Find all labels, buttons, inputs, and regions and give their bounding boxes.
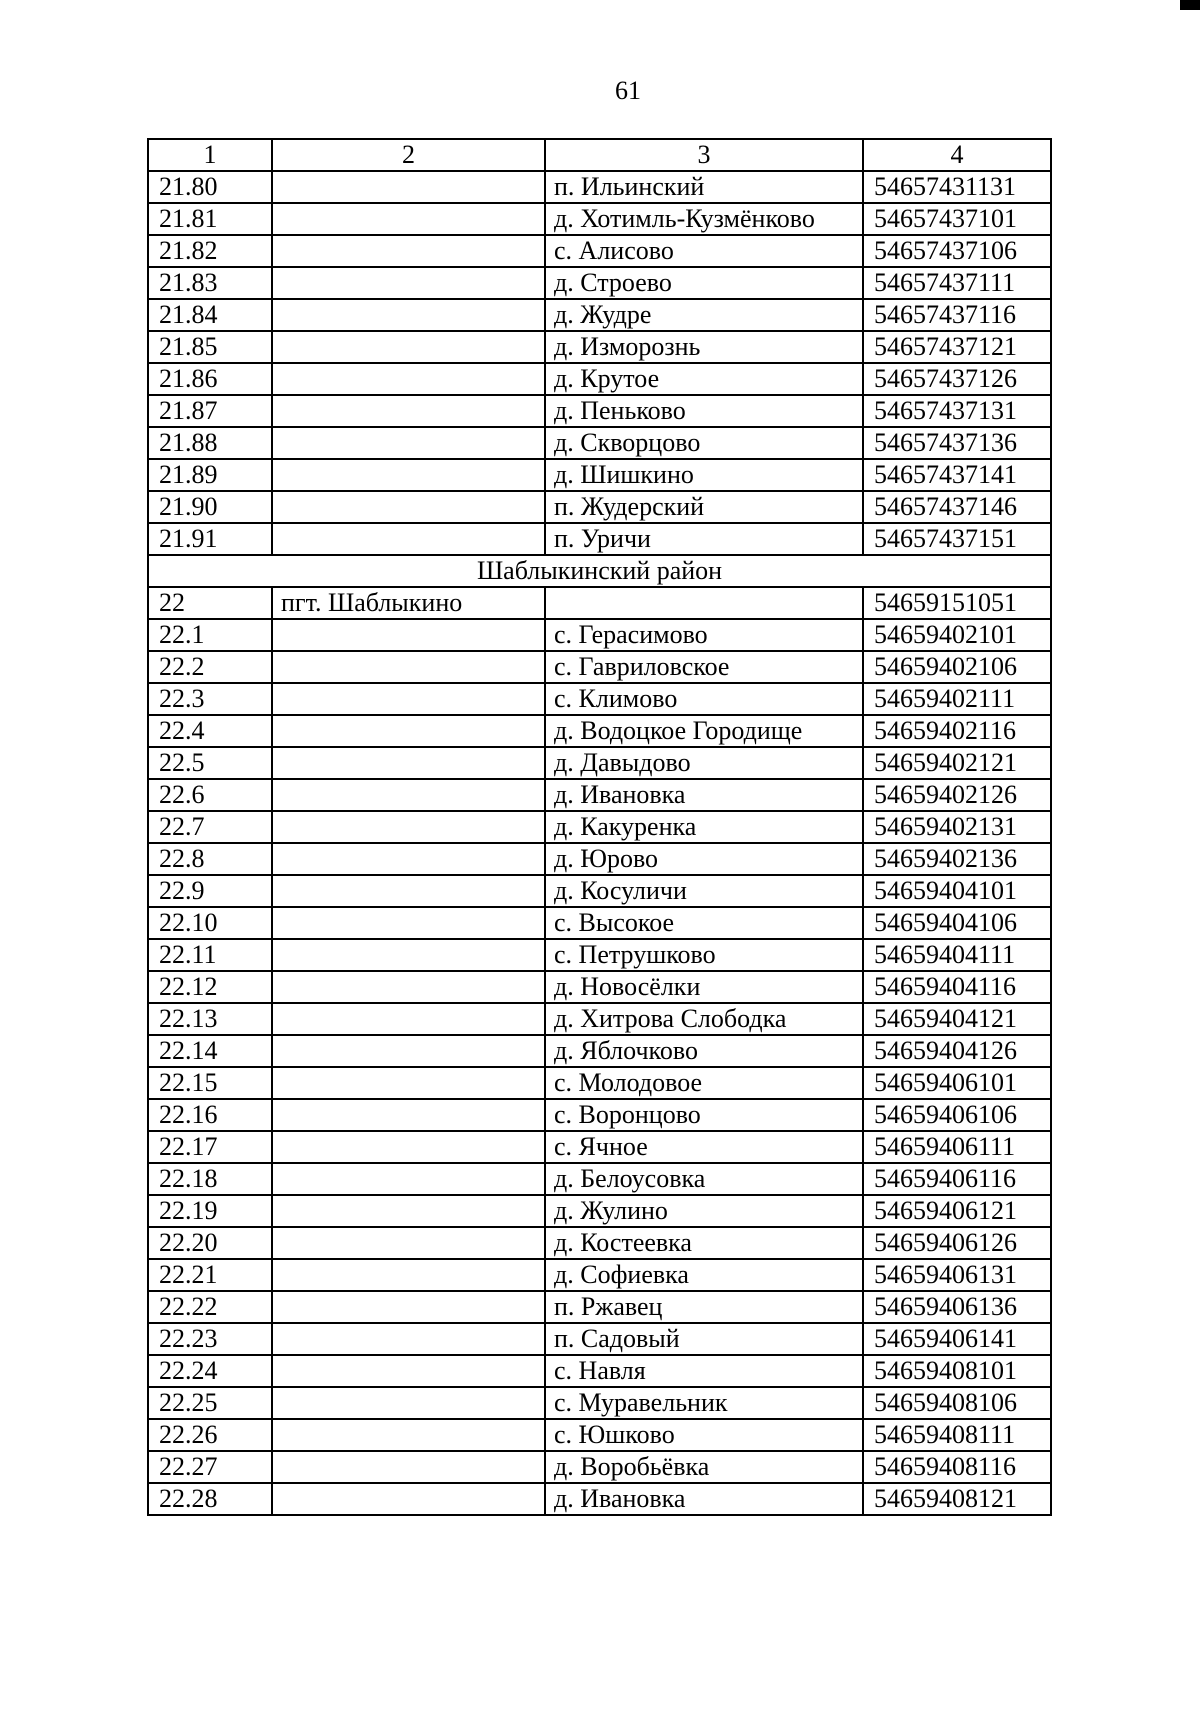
settlement-name-cell: с. Муравельник xyxy=(545,1387,863,1419)
oktmo-code-cell: 54659402116 xyxy=(863,715,1051,747)
settlement-name-cell: п. Ильинский xyxy=(545,171,863,203)
settlement-name-cell: д. Ивановка xyxy=(545,1483,863,1515)
settlement-name-cell: д. Белоусовка xyxy=(545,1163,863,1195)
settlement-name-cell: с. Воронцово xyxy=(545,1099,863,1131)
table-row xyxy=(148,843,1051,875)
table-row xyxy=(148,1099,1051,1131)
settlement-name-cell: с. Гавриловское xyxy=(545,651,863,683)
row-number-cell: 22.11 xyxy=(148,939,272,971)
oktmo-code-cell: 54659408116 xyxy=(863,1451,1051,1483)
column-header-3: 3 xyxy=(545,139,863,171)
settlement-name-cell: д. Софиевка xyxy=(545,1259,863,1291)
admin-center-cell xyxy=(272,395,545,427)
table-row xyxy=(148,1163,1051,1195)
oktmo-code-cell: 54659404101 xyxy=(863,875,1051,907)
admin-center-cell xyxy=(272,1099,545,1131)
table-row xyxy=(148,875,1051,907)
settlement-name-cell: д. Яблочково xyxy=(545,1035,863,1067)
table-row xyxy=(148,491,1051,523)
admin-center-cell: пгт. Шаблыкино xyxy=(272,587,545,619)
row-number-cell: 21.91 xyxy=(148,523,272,555)
settlement-name-cell: д. Жудре xyxy=(545,299,863,331)
oktmo-code-cell: 54657437146 xyxy=(863,491,1051,523)
table-row xyxy=(148,1387,1051,1419)
oktmo-code-cell: 54657437111 xyxy=(863,267,1051,299)
table-row xyxy=(148,459,1051,491)
admin-center-cell xyxy=(272,683,545,715)
page-number: 61 xyxy=(615,76,641,105)
row-number-cell: 22.19 xyxy=(148,1195,272,1227)
settlement-name-cell: д. Шишкино xyxy=(545,459,863,491)
row-number-cell: 22.13 xyxy=(148,1003,272,1035)
row-number-cell: 21.85 xyxy=(148,331,272,363)
table-row xyxy=(148,1323,1051,1355)
settlement-name-cell: п. Ржавец xyxy=(545,1291,863,1323)
oktmo-code-cell: 54657437101 xyxy=(863,203,1051,235)
table-row xyxy=(148,1451,1051,1483)
table-row xyxy=(148,715,1051,747)
settlement-name-cell: д. Косуличи xyxy=(545,875,863,907)
settlement-name-cell: д. Водоцкое Городище xyxy=(545,715,863,747)
admin-center-cell xyxy=(272,235,545,267)
admin-center-cell xyxy=(272,267,545,299)
admin-center-cell xyxy=(272,1259,545,1291)
table-row xyxy=(148,1419,1051,1451)
row-number-cell: 22.14 xyxy=(148,1035,272,1067)
oktmo-code-cell: 54657437131 xyxy=(863,395,1051,427)
row-number-cell: 21.81 xyxy=(148,203,272,235)
table-row xyxy=(148,427,1051,459)
section-header xyxy=(148,555,1051,587)
oktmo-code-cell: 54657437121 xyxy=(863,331,1051,363)
admin-center-cell xyxy=(272,875,545,907)
admin-center-cell xyxy=(272,491,545,523)
table-row xyxy=(148,267,1051,299)
scan-edge-mark xyxy=(1180,0,1200,10)
row-number-cell: 22.26 xyxy=(148,1419,272,1451)
oktmo-code-cell: 54657437141 xyxy=(863,459,1051,491)
settlement-name-cell: д. Хитрова Слободка xyxy=(545,1003,863,1035)
admin-center-cell xyxy=(272,971,545,1003)
row-number-cell: 22.23 xyxy=(148,1323,272,1355)
row-number-cell: 21.83 xyxy=(148,267,272,299)
oktmo-code-cell: 54657437151 xyxy=(863,523,1051,555)
oktmo-code-cell: 54659406136 xyxy=(863,1291,1051,1323)
oktmo-code-cell: 54659406106 xyxy=(863,1099,1051,1131)
row-number-cell: 22.17 xyxy=(148,1131,272,1163)
admin-center-cell xyxy=(272,619,545,651)
table-row xyxy=(148,971,1051,1003)
table-row xyxy=(148,363,1051,395)
column-header-4: 4 xyxy=(863,139,1051,171)
settlement-name-cell: д. Воробьёвка xyxy=(545,1451,863,1483)
table-row xyxy=(148,619,1051,651)
settlement-name-cell: с. Молодовое xyxy=(545,1067,863,1099)
admin-center-cell xyxy=(272,331,545,363)
column-header-1: 1 xyxy=(148,139,272,171)
oktmo-code-cell: 54659402126 xyxy=(863,779,1051,811)
settlements-table xyxy=(147,138,1052,1516)
row-number-cell: 22 xyxy=(148,587,272,619)
settlement-name-cell: с. Высокое xyxy=(545,907,863,939)
oktmo-code-cell: 54659404111 xyxy=(863,939,1051,971)
admin-center-cell xyxy=(272,171,545,203)
row-number-cell: 22.21 xyxy=(148,1259,272,1291)
settlement-name-cell: с. Герасимово xyxy=(545,619,863,651)
admin-center-cell xyxy=(272,1035,545,1067)
table-row xyxy=(148,587,1051,619)
admin-center-cell xyxy=(272,1227,545,1259)
admin-center-cell xyxy=(272,1419,545,1451)
admin-center-cell xyxy=(272,1387,545,1419)
table-row xyxy=(148,1291,1051,1323)
settlement-name-cell: с. Навля xyxy=(545,1355,863,1387)
admin-center-cell xyxy=(272,939,545,971)
settlement-name-cell: с. Климово xyxy=(545,683,863,715)
oktmo-code-cell: 54659404106 xyxy=(863,907,1051,939)
oktmo-code-cell: 54659406131 xyxy=(863,1259,1051,1291)
admin-center-cell xyxy=(272,1195,545,1227)
table-header xyxy=(148,139,1051,171)
oktmo-code-cell: 54659406101 xyxy=(863,1067,1051,1099)
settlement-name-cell: с. Ячное xyxy=(545,1131,863,1163)
column-header-2: 2 xyxy=(272,139,545,171)
oktmo-code-cell: 54659402121 xyxy=(863,747,1051,779)
settlement-name-cell: д. Новосёлки xyxy=(545,971,863,1003)
admin-center-cell xyxy=(272,427,545,459)
settlement-name-cell: п. Садовый xyxy=(545,1323,863,1355)
table-body-after-section xyxy=(148,587,1051,1515)
table-row xyxy=(148,939,1051,971)
table-row xyxy=(148,203,1051,235)
table-row xyxy=(148,331,1051,363)
oktmo-code-cell: 54659402101 xyxy=(863,619,1051,651)
oktmo-code-cell: 54657437136 xyxy=(863,427,1051,459)
table-row xyxy=(148,235,1051,267)
oktmo-code-cell: 54657437106 xyxy=(863,235,1051,267)
admin-center-cell xyxy=(272,747,545,779)
table-row xyxy=(148,1003,1051,1035)
table-row xyxy=(148,1227,1051,1259)
table-row xyxy=(148,1035,1051,1067)
table-row xyxy=(148,651,1051,683)
row-number-cell: 22.18 xyxy=(148,1163,272,1195)
table-row xyxy=(148,523,1051,555)
settlement-name-cell xyxy=(545,587,863,619)
row-number-cell: 22.8 xyxy=(148,843,272,875)
row-number-cell: 22.27 xyxy=(148,1451,272,1483)
settlement-name-cell: д. Строево xyxy=(545,267,863,299)
oktmo-code-cell: 54659406116 xyxy=(863,1163,1051,1195)
settlement-name-cell: с. Юшково xyxy=(545,1419,863,1451)
row-number-cell: 22.15 xyxy=(148,1067,272,1099)
row-number-cell: 21.80 xyxy=(148,171,272,203)
section-title: Шаблыкинский район xyxy=(148,555,1051,587)
admin-center-cell xyxy=(272,523,545,555)
oktmo-code-cell: 54659402106 xyxy=(863,651,1051,683)
settlement-name-cell: с. Петрушково xyxy=(545,939,863,971)
settlement-name-cell: с. Алисово xyxy=(545,235,863,267)
row-number-cell: 22.12 xyxy=(148,971,272,1003)
table-row xyxy=(148,907,1051,939)
row-number-cell: 22.16 xyxy=(148,1099,272,1131)
admin-center-cell xyxy=(272,651,545,683)
row-number-cell: 22.4 xyxy=(148,715,272,747)
table-body-before-section xyxy=(148,171,1051,555)
row-number-cell: 22.3 xyxy=(148,683,272,715)
admin-center-cell xyxy=(272,299,545,331)
oktmo-code-cell: 54659408111 xyxy=(863,1419,1051,1451)
oktmo-code-cell: 54657437126 xyxy=(863,363,1051,395)
oktmo-code-cell: 54659406111 xyxy=(863,1131,1051,1163)
settlement-name-cell: д. Какуренка xyxy=(545,811,863,843)
settlement-name-cell: д. Давыдово xyxy=(545,747,863,779)
admin-center-cell xyxy=(272,363,545,395)
oktmo-code-cell: 54659404116 xyxy=(863,971,1051,1003)
row-number-cell: 22.25 xyxy=(148,1387,272,1419)
row-number-cell: 21.87 xyxy=(148,395,272,427)
settlement-name-cell: д. Жулино xyxy=(545,1195,863,1227)
admin-center-cell xyxy=(272,1003,545,1035)
table-row xyxy=(148,1131,1051,1163)
row-number-cell: 21.86 xyxy=(148,363,272,395)
table-row xyxy=(148,683,1051,715)
row-number-cell: 22.28 xyxy=(148,1483,272,1515)
table-row xyxy=(148,1195,1051,1227)
row-number-cell: 22.6 xyxy=(148,779,272,811)
settlement-name-cell: д. Хотимль-Кузмёнково xyxy=(545,203,863,235)
settlement-name-cell: д. Изморознь xyxy=(545,331,863,363)
settlement-name-cell: д. Пеньково xyxy=(545,395,863,427)
admin-center-cell xyxy=(272,1163,545,1195)
admin-center-cell xyxy=(272,1291,545,1323)
oktmo-code-cell: 54659406126 xyxy=(863,1227,1051,1259)
oktmo-code-cell: 54659408121 xyxy=(863,1483,1051,1515)
row-number-cell: 22.7 xyxy=(148,811,272,843)
table-row xyxy=(148,395,1051,427)
oktmo-code-cell: 54657437116 xyxy=(863,299,1051,331)
row-number-cell: 22.1 xyxy=(148,619,272,651)
oktmo-code-cell: 54659404121 xyxy=(863,1003,1051,1035)
admin-center-cell xyxy=(272,843,545,875)
settlement-name-cell: д. Ивановка xyxy=(545,779,863,811)
table-row xyxy=(148,171,1051,203)
admin-center-cell xyxy=(272,811,545,843)
table-row xyxy=(148,779,1051,811)
admin-center-cell xyxy=(272,1451,545,1483)
table-row xyxy=(148,1483,1051,1515)
row-number-cell: 22.9 xyxy=(148,875,272,907)
settlement-name-cell: п. Жудерский xyxy=(545,491,863,523)
oktmo-code-cell: 54659404126 xyxy=(863,1035,1051,1067)
oktmo-code-cell: 54659402111 xyxy=(863,683,1051,715)
admin-center-cell xyxy=(272,779,545,811)
oktmo-code-cell: 54659408106 xyxy=(863,1387,1051,1419)
header-row xyxy=(148,139,1051,171)
row-number-cell: 22.22 xyxy=(148,1291,272,1323)
admin-center-cell xyxy=(272,907,545,939)
oktmo-code-cell: 54659402131 xyxy=(863,811,1051,843)
oktmo-code-cell: 54657431131 xyxy=(863,171,1051,203)
admin-center-cell xyxy=(272,1131,545,1163)
table-row xyxy=(148,1259,1051,1291)
row-number-cell: 22.10 xyxy=(148,907,272,939)
oktmo-code-cell: 54659406121 xyxy=(863,1195,1051,1227)
row-number-cell: 21.89 xyxy=(148,459,272,491)
table-row xyxy=(148,811,1051,843)
table-row xyxy=(148,299,1051,331)
admin-center-cell xyxy=(272,1067,545,1099)
admin-center-cell xyxy=(272,203,545,235)
oktmo-code-cell: 54659151051 xyxy=(863,587,1051,619)
row-number-cell: 21.88 xyxy=(148,427,272,459)
row-number-cell: 22.2 xyxy=(148,651,272,683)
oktmo-code-cell: 54659408101 xyxy=(863,1355,1051,1387)
row-number-cell: 22.20 xyxy=(148,1227,272,1259)
row-number-cell: 21.84 xyxy=(148,299,272,331)
admin-center-cell xyxy=(272,1323,545,1355)
row-number-cell: 21.90 xyxy=(148,491,272,523)
admin-center-cell xyxy=(272,459,545,491)
oktmo-code-cell: 54659406141 xyxy=(863,1323,1051,1355)
row-number-cell: 21.82 xyxy=(148,235,272,267)
settlement-name-cell: п. Уричи xyxy=(545,523,863,555)
section-row xyxy=(148,555,1051,587)
settlement-name-cell: д. Скворцово xyxy=(545,427,863,459)
settlement-name-cell: д. Костеевка xyxy=(545,1227,863,1259)
settlement-name-cell: д. Крутое xyxy=(545,363,863,395)
oktmo-code-cell: 54659402136 xyxy=(863,843,1051,875)
table-row xyxy=(148,1067,1051,1099)
admin-center-cell xyxy=(272,715,545,747)
admin-center-cell xyxy=(272,1355,545,1387)
admin-center-cell xyxy=(272,1483,545,1515)
table-row xyxy=(148,747,1051,779)
table-row xyxy=(148,1355,1051,1387)
row-number-cell: 22.24 xyxy=(148,1355,272,1387)
row-number-cell: 22.5 xyxy=(148,747,272,779)
settlement-name-cell: д. Юрово xyxy=(545,843,863,875)
